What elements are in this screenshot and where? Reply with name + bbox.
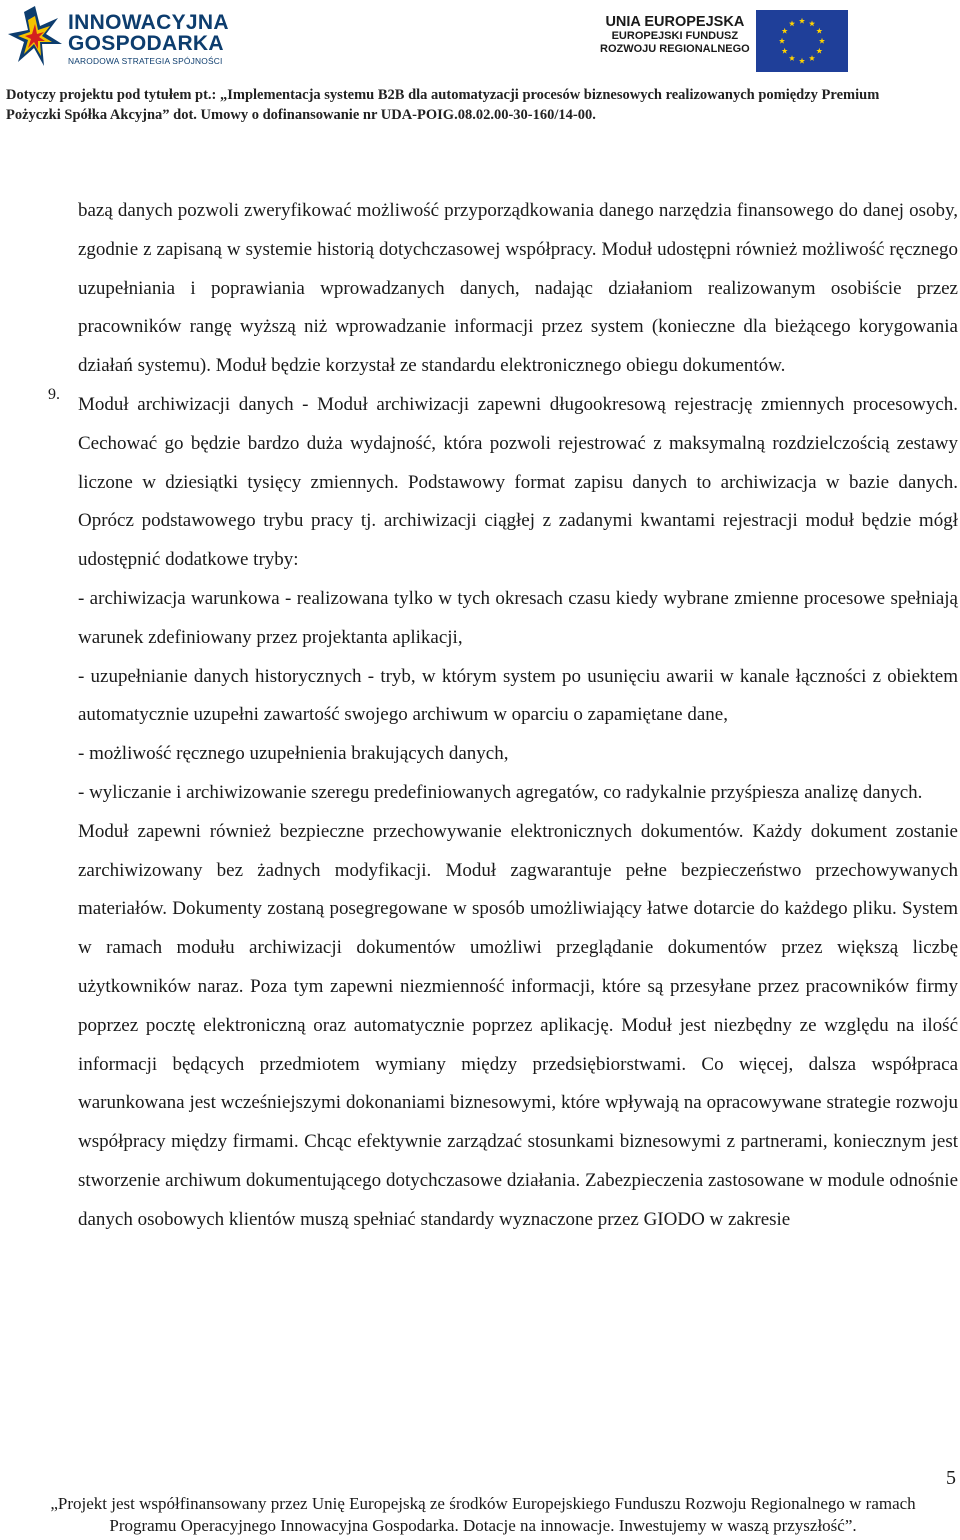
list-number: 9. — [48, 385, 60, 403]
list-item-text: Moduł archiwizacji danych - Moduł archiwizacji zapewni długookresową rejestrację zmiennych procesowych. Cechować go będzie bardzo duża wydajność, która pozwoli rejestrować z maksymalną rozdzielczością zestawy liczone w dziesiątki tysięcy zmiennych. Podstawowy format zapisu danych to archiwizacja w bazie danych. Oprócz podstawowego trybu pracy tj. archiwizacji ciągłej z zadanymi kwantami rejestracji moduł będzie mógł udostępnić dodatkowe tryby: — [78, 393, 958, 571]
bullet-agregaty: - wyliczanie i archiwizowanie szeregu predefiniowanych agregatów, co radykalnie przyśpiesza analizę danych. — [78, 781, 923, 803]
eu-logo-line2: EUROPEJSKI FUNDUSZ — [611, 30, 739, 42]
footer-line2: Programu Operacyjnego Innowacyjna Gospodarka. Dotacje na innowacje. Inwestujemy w waszą przyszłość”. — [109, 1516, 857, 1535]
bullet-uzupelnianie-danych: - uzupełnianie danych historycznych - tryb, w którym system po usunięciu awarii w kanale łączności z obiektem automatycznie uzupełni zawartość swojego archiwum w oparciu o zapamiętane dane, — [78, 665, 958, 726]
ig-logo-text — [68, 12, 229, 67]
footer-line1: „Projekt jest współfinansowany przez Unię Europejską ze środków Europejskiego Funduszu Rozwoju Regionalnego w ramach — [50, 1494, 916, 1513]
header-logos — [0, 0, 960, 82]
eu-logo-line3: ROZWOJU REGIONALNEGO — [600, 43, 750, 55]
eu-logo — [596, 6, 946, 72]
bullet-reczne-uzupelnienie: - możliwość ręcznego uzupełnienia brakujących danych, — [78, 743, 509, 765]
ig-logo-line1: INNOWACYJNA — [68, 11, 229, 34]
star-emblem-icon — [6, 4, 64, 70]
project-header-line1: Dotyczy projektu pod tytułem pt.: „Implementacja systemu B2B dla automatyzacji procesów biznesowych realizowanych pomiędzy Premium — [6, 87, 880, 103]
eu-logo-text — [600, 14, 750, 56]
list-item-9 — [48, 385, 958, 580]
innowacyjna-gospodarka-logo — [6, 4, 236, 72]
footer — [6, 1493, 960, 1537]
paragraph-intro: bazą danych pozwoli zweryfikować możliwość przyporządkowania danego narzędzia finansowego do danej osoby, zgodnie z zapisaną w systemie historią dotychczasowej współpracy. Moduł udostępni również możliwość ręcznego uzupełniania i poprawiania wprowadzanych danych, nadając działaniom realizowanym osobiście przez pracowników rangę wyższą niż wprowadzanie informacji przez system (konieczne dla bieżącego korygowania działań systemu). Moduł będzie korzystał ze standardu elektronicznego obiegu dokumentów. — [78, 200, 958, 377]
project-header — [6, 85, 956, 125]
ig-logo-line3: NARODOWA STRATEGIA SPÓJNOŚCI — [68, 56, 223, 66]
eu-logo-line1: UNIA EUROPEJSKA — [605, 14, 745, 30]
eu-flag-icon — [756, 10, 848, 72]
page-number: 5 — [946, 1467, 956, 1489]
project-header-line2: Pożyczki Spółka Akcyjna” dot. Umowy o dofinansowanie nr UDA-POIG.08.02.00-30-160/14-00. — [6, 107, 596, 123]
ig-logo-line2: GOSPODARKA — [68, 32, 224, 55]
paragraph-dokumenty: Moduł zapewni również bezpieczne przechowywanie elektronicznych dokumentów. Każdy dokument zostanie zarchiwizowany bez żadnych modyfikacji. Moduł zagwarantuje pełne bezpieczeństwo przechowywanych materiałów. Dokumenty zostaną posegregowane w sposób umożliwiający łatwe dotarcie do każdego pliku. System w ramach modułu archiwizacji dokumentów umożliwi przeglądanie dokumentów przez większą liczbę użytkowników naraz. Poza tym zapewni niezmienność informacji, które są przesyłane przez pracowników firmy poprzez pocztę elektroniczną oraz automatycznie poprzez aplikację. Moduł jest niezbędny ze względu na ilość informacji będących przedmiotem wymiany między przedsiębiorstwami. Co więcej, dalsza współpraca warunkowana jest wcześniejszymi dokonaniami biznesowymi, które wpływają na opracowywane strategie rozwoju współpracy między firmami. Chcąc efektywnie zarządzać stosunkami biznesowymi z partnerami, koniecznym jest stworzenie archiwum dokumentującego dotychczasowe działania. Zabezpieczenia zastosowane w module odnośnie danych osobowych klientów muszą spełniać standardy wyznaczone przez GIODO w zakresie — [78, 820, 958, 1230]
bullet-archiwizacja-warunkowa: - archiwizacja warunkowa - realizowana tylko w tych okresach czasu kiedy wybrane zmienne procesowe spełniają warunek zdefiniowany przez projektanta aplikacji, — [78, 587, 958, 648]
document-body — [48, 192, 958, 1240]
